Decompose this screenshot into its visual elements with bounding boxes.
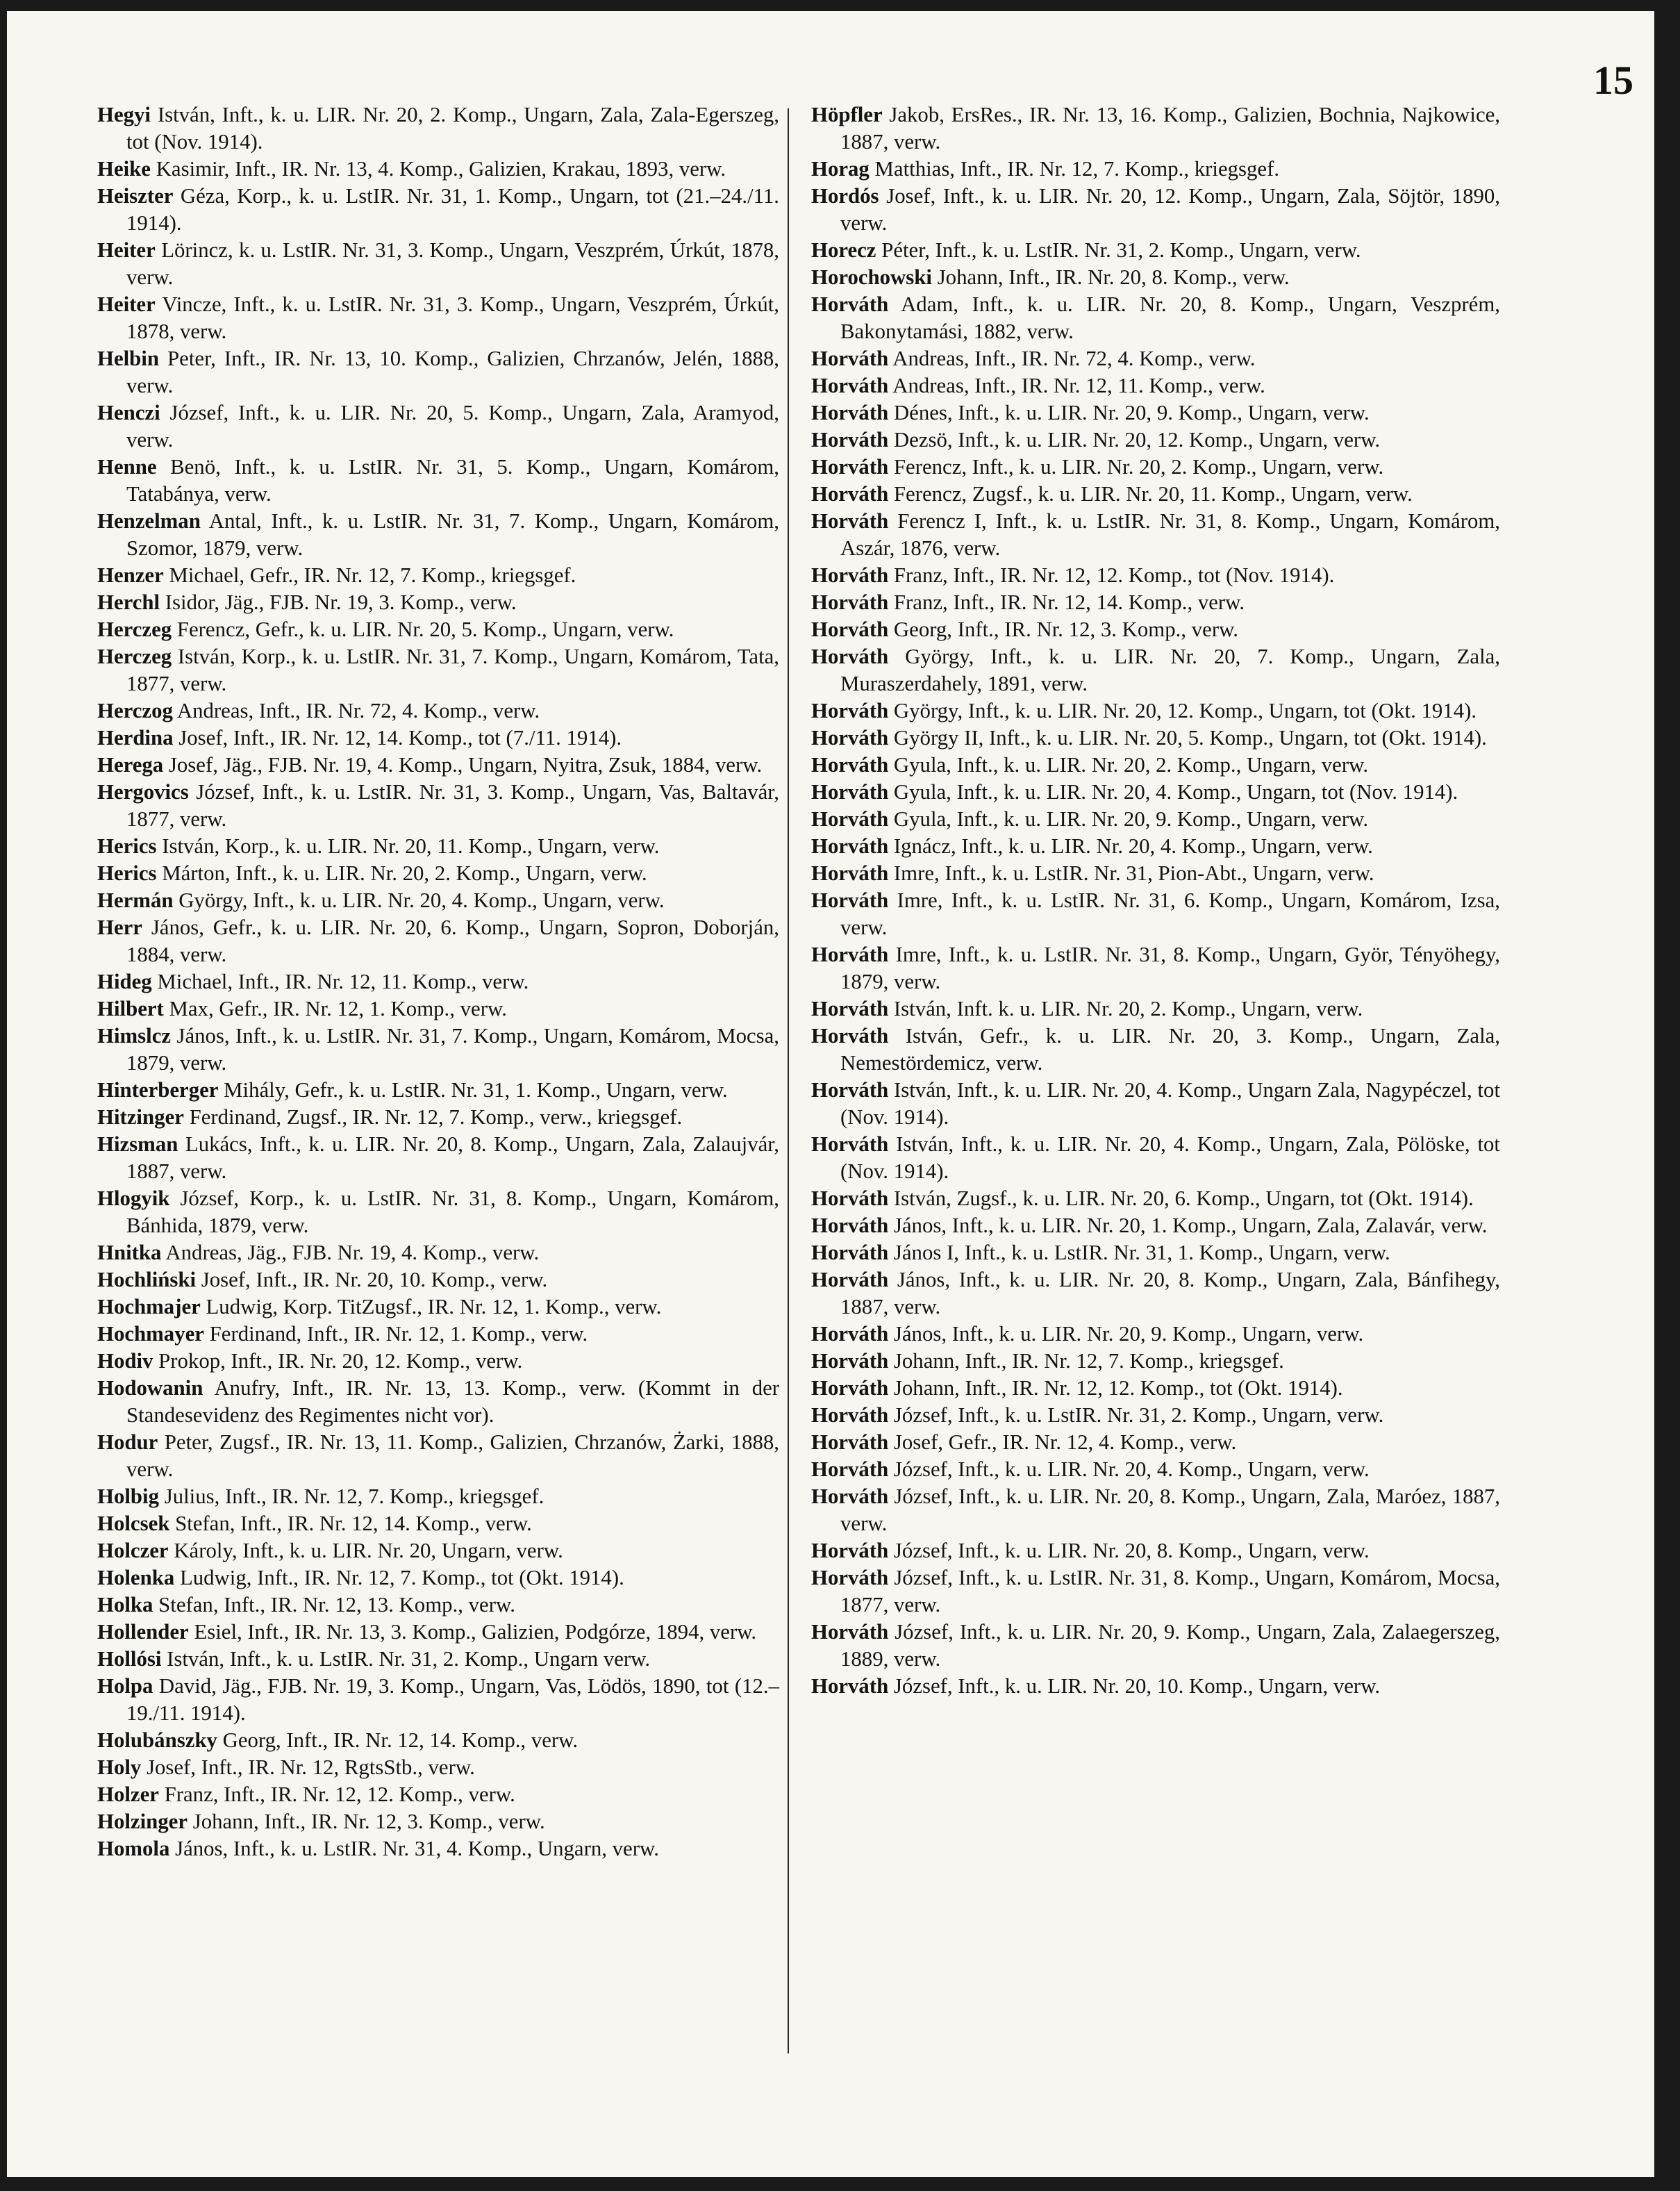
list-item	[811, 399, 1500, 427]
entry-surname: Horváth	[811, 888, 889, 912]
list-item	[97, 1537, 779, 1564]
entry-surname: Horváth	[811, 726, 889, 750]
entry-surname: Holenka	[97, 1566, 175, 1589]
right-column	[811, 101, 1500, 1700]
entry-details: István, Inft., k. u. LIR. Nr. 20, 4. Komp., Ungarn, Zala, Pölöske, tot (Nov. 1914).	[840, 1132, 1500, 1183]
list-item	[97, 995, 779, 1023]
entry-details: Isidor, Jäg., FJB. Nr. 19, 3. Komp., verw.	[165, 590, 517, 614]
entry-details: Imre, Inft., k. u. LstIR. Nr. 31, 6. Komp., Ungarn, Komárom, Izsa, verw.	[840, 888, 1500, 939]
entry-surname: Horochowski	[811, 265, 932, 289]
list-item	[811, 1348, 1500, 1375]
list-item	[97, 1348, 779, 1375]
entry-surname: Herics	[97, 861, 157, 885]
entry-surname: Horváth	[811, 780, 889, 804]
list-item	[97, 1808, 779, 1835]
entry-surname: Hilbert	[97, 997, 164, 1020]
list-item	[97, 1023, 779, 1077]
entry-details: János, Inft., k. u. LIR. Nr. 20, 1. Komp., Ungarn, Zala, Zalavár, verw.	[893, 1214, 1488, 1237]
entry-surname: Horváth	[811, 401, 889, 424]
list-item	[97, 643, 779, 697]
list-item	[811, 941, 1500, 995]
entry-details: József, Inft., k. u. LIR. Nr. 20, 5. Komp., Ungarn, Zala, Aramyod, verw.	[126, 401, 779, 452]
left-column	[97, 101, 779, 1862]
entry-surname: Horváth	[811, 618, 889, 641]
list-item	[97, 562, 779, 589]
entry-details: József, Inft., k. u. LstIR. Nr. 31, 2. Komp., Ungarn, verw.	[893, 1403, 1384, 1427]
list-item	[97, 752, 779, 779]
column-divider	[788, 108, 789, 2053]
entry-surname: Herr	[97, 916, 142, 939]
entry-surname: Horváth	[811, 347, 889, 370]
entry-surname: Heiter	[97, 292, 156, 316]
entry-details: Stefan, Inft., IR. Nr. 12, 13. Komp., verw.	[158, 1593, 515, 1617]
list-item	[97, 1321, 779, 1348]
list-item	[811, 1239, 1500, 1266]
entry-details: Ferencz, Gefr., k. u. LIR. Nr. 20, 5. Komp., Ungarn, verw.	[176, 618, 674, 641]
entry-surname: Hinterberger	[97, 1078, 219, 1102]
entry-surname: Hollender	[97, 1620, 189, 1644]
entry-surname: Horváth	[811, 1430, 889, 1454]
entry-surname: Holczer	[97, 1539, 169, 1562]
list-item	[811, 725, 1500, 752]
list-item	[97, 1510, 779, 1537]
entry-details: József, Inft., k. u. LstIR. Nr. 31, 3. Komp., Ungarn, Vas, Baltavár, 1877, verw.	[126, 780, 779, 831]
entry-details: David, Jäg., FJB. Nr. 19, 3. Komp., Ungarn, Vas, Lödös, 1890, tot (12.–19./11. 1914).	[126, 1674, 780, 1725]
entry-surname: Horváth	[811, 1241, 889, 1264]
entry-surname: Horecz	[811, 238, 876, 262]
entry-surname: Horváth	[811, 482, 889, 506]
entry-details: József, Inft., k. u. LstIR. Nr. 31, 8. Komp., Ungarn, Komárom, Mocsa, 1877, verw.	[840, 1566, 1500, 1617]
entry-surname: Horváth	[811, 1132, 889, 1156]
entry-surname: Holbig	[97, 1485, 159, 1508]
entry-details: Prokop, Inft., IR. Nr. 20, 12. Komp., verw.	[158, 1349, 523, 1373]
entry-surname: Hochliński	[97, 1268, 197, 1291]
entry-surname: Horváth	[811, 645, 889, 668]
list-item	[97, 1835, 779, 1862]
entry-surname: Hochmayer	[97, 1322, 204, 1346]
entry-details: Andreas, Inft., IR. Nr. 12, 11. Komp., verw.	[892, 374, 1265, 397]
entry-surname: Herczeg	[97, 618, 172, 641]
list-item	[811, 860, 1500, 887]
entry-surname: Herczog	[97, 699, 173, 722]
entry-details: Benö, Inft., k. u. LstIR. Nr. 31, 5. Komp., Ungarn, Komárom, Tatabánya, verw.	[126, 455, 779, 506]
entry-details: János, Gefr., k. u. LIR. Nr. 20, 6. Komp., Ungarn, Sopron, Doborján, 1884, verw.	[126, 916, 779, 966]
entry-details: Franz, Inft., IR. Nr. 12, 14. Komp., verw.	[893, 590, 1245, 614]
entry-details: Gyula, Inft., k. u. LIR. Nr. 20, 2. Komp., Ungarn, verw.	[893, 753, 1369, 777]
list-item	[811, 1185, 1500, 1212]
list-item	[97, 1077, 779, 1104]
list-item	[97, 616, 779, 643]
entry-details: Georg, Inft., IR. Nr. 12, 3. Komp., verw.	[893, 618, 1239, 641]
list-item	[97, 1104, 779, 1131]
entry-surname: Horváth	[811, 807, 889, 831]
entry-details: Antal, Inft., k. u. LstIR. Nr. 31, 7. Komp., Ungarn, Komárom, Szomor, 1879, verw.	[126, 509, 780, 560]
entry-details: János, Inft., k. u. LstIR. Nr. 31, 7. Komp., Ungarn, Komárom, Mocsa, 1879, verw.	[126, 1024, 779, 1075]
list-item	[97, 1646, 779, 1673]
entry-surname: Hordós	[811, 184, 879, 208]
entry-details: Michael, Inft., IR. Nr. 12, 11. Komp., verw.	[157, 970, 529, 993]
entry-details: Ferencz, Inft., k. u. LIR. Nr. 20, 2. Komp., Ungarn, verw.	[893, 455, 1384, 479]
list-item	[97, 968, 779, 995]
entry-details: Andreas, Inft., IR. Nr. 72, 4. Komp., verw.	[892, 347, 1256, 370]
entry-surname: Hideg	[97, 970, 152, 993]
entry-details: János I, Inft., k. u. LstIR. Nr. 31, 1. Komp., Ungarn, verw.	[893, 1241, 1390, 1264]
entry-details: Lukács, Inft., k. u. LIR. Nr. 20, 8. Komp., Ungarn, Zala, Zalaujvár, 1887, verw.	[126, 1132, 780, 1183]
entry-surname: Horváth	[811, 1674, 889, 1698]
list-item	[97, 101, 779, 156]
list-item	[811, 1131, 1500, 1185]
list-item	[97, 183, 779, 237]
entry-details: Péter, Inft., k. u. LstIR. Nr. 31, 2. Komp., Ungarn, verw.	[881, 238, 1361, 262]
list-item	[97, 833, 779, 860]
list-item	[811, 806, 1500, 833]
entry-surname: Himslcz	[97, 1024, 172, 1048]
entry-details: Ferencz, Zugsf., k. u. LIR. Nr. 20, 11. Komp., Ungarn, verw.	[893, 482, 1413, 506]
entry-details: József, Inft., k. u. LIR. Nr. 20, 8. Komp., Ungarn, verw.	[893, 1539, 1370, 1562]
entry-details: István, Inft. k. u. LIR. Nr. 20, 2. Komp., Ungarn, verw.	[893, 997, 1363, 1020]
entry-details: Michael, Gefr., IR. Nr. 12, 7. Komp., kriegsgef.	[169, 563, 576, 587]
entry-surname: Horváth	[811, 374, 889, 397]
entry-details: Márton, Inft., k. u. LIR. Nr. 20, 2. Komp., Ungarn, verw.	[162, 861, 647, 885]
entry-details: György, Inft., k. u. LIR. Nr. 20, 12. Komp., Ungarn, tot (Okt. 1914).	[893, 699, 1477, 722]
entry-details: József, Korp., k. u. LstIR. Nr. 31, 8. Komp., Ungarn, Komárom, Bánhida, 1879, verw.	[126, 1187, 779, 1237]
entry-details: János, Inft., k. u. LIR. Nr. 20, 9. Komp., Ungarn, verw.	[893, 1322, 1364, 1346]
entry-surname: Hizsman	[97, 1132, 178, 1156]
entry-details: István, Gefr., k. u. LIR. Nr. 20, 3. Komp., Ungarn, Zala, Nemestördemicz, verw.	[840, 1024, 1500, 1075]
entry-details: Georg, Inft., IR. Nr. 12, 14. Komp., verw.	[222, 1728, 579, 1752]
entry-surname: Horváth	[811, 699, 889, 722]
entry-surname: Holzer	[97, 1783, 159, 1806]
list-item	[97, 914, 779, 968]
entry-surname: Heiter	[97, 238, 156, 262]
entry-details: Ferencz I, Inft., k. u. LstIR. Nr. 31, 8. Komp., Ungarn, Komárom, Aszár, 1876, verw.	[840, 509, 1500, 560]
entry-details: Peter, Zugsf., IR. Nr. 13, 11. Komp., Galizien, Chrzanów, Żarki, 1888, verw.	[126, 1430, 780, 1481]
entry-surname: Hnitka	[97, 1241, 162, 1264]
entry-surname: Hergovics	[97, 780, 189, 804]
entry-details: Ferdinand, Inft., IR. Nr. 12, 1. Komp., verw.	[209, 1322, 588, 1346]
entry-surname: Horváth	[811, 1268, 889, 1291]
entry-details: Johann, Inft., IR. Nr. 12, 7. Komp., kriegsgef.	[893, 1349, 1284, 1373]
entry-details: Ludwig, Korp. TitZugsf., IR. Nr. 12, 1. Komp., verw.	[206, 1295, 662, 1318]
entry-surname: Hodur	[97, 1430, 158, 1454]
list-item	[97, 1564, 779, 1591]
list-item	[811, 237, 1500, 264]
list-item	[811, 264, 1500, 291]
entry-details: István, Korp., k. u. LIR. Nr. 20, 11. Komp., Ungarn, verw.	[162, 834, 660, 858]
list-item	[811, 1673, 1500, 1700]
entry-details: István, Inft., k. u. LstIR. Nr. 31, 2. Komp., Ungarn verw.	[167, 1647, 651, 1671]
entry-surname: Hochmajer	[97, 1295, 201, 1318]
entry-details: György II, Inft., k. u. LIR. Nr. 20, 5. Komp., Ungarn, tot (Okt. 1914).	[893, 726, 1487, 750]
entry-surname: Hlogyik	[97, 1187, 170, 1210]
entry-details: Josef, Inft., IR. Nr. 20, 10. Komp., verw.	[201, 1268, 548, 1291]
list-item	[811, 345, 1500, 372]
list-item	[811, 1619, 1500, 1673]
list-item	[811, 1429, 1500, 1456]
entry-surname: Horváth	[811, 1214, 889, 1237]
document-page	[7, 11, 1654, 2177]
list-item	[811, 616, 1500, 643]
list-item	[97, 725, 779, 752]
list-item	[97, 1266, 779, 1293]
entry-details: Mihály, Gefr., k. u. LstIR. Nr. 31, 1. Komp., Ungarn, verw.	[224, 1078, 728, 1102]
entry-surname: Horváth	[811, 1024, 889, 1048]
entry-details: Dénes, Inft., k. u. LIR. Nr. 20, 9. Komp., Ungarn, verw.	[893, 401, 1370, 424]
entry-details: Peter, Inft., IR. Nr. 13, 10. Komp., Galizien, Chrzanów, Jelén, 1888, verw.	[126, 347, 780, 397]
entry-surname: Horváth	[811, 1539, 889, 1562]
list-item	[811, 156, 1500, 183]
list-item	[97, 1781, 779, 1808]
entry-details: József, Inft., k. u. LIR. Nr. 20, 9. Komp., Ungarn, Zala, Zalaegerszeg, 1889, verw.	[840, 1620, 1500, 1671]
list-item	[97, 589, 779, 616]
list-item	[97, 1727, 779, 1754]
list-item	[811, 508, 1500, 562]
entry-details: Andreas, Jäg., FJB. Nr. 19, 4. Komp., verw.	[165, 1241, 540, 1264]
entry-details: Josef, Inft., k. u. LIR. Nr. 20, 12. Komp., Ungarn, Zala, Söjtör, 1890, verw.	[840, 184, 1500, 235]
entry-surname: Horváth	[811, 1403, 889, 1427]
entry-surname: Herics	[97, 834, 157, 858]
list-item	[97, 1131, 779, 1185]
list-item	[97, 1754, 779, 1781]
entry-surname: Herdina	[97, 726, 174, 750]
entry-surname: Holka	[97, 1593, 153, 1617]
entry-details: István, Inft., k. u. LIR. Nr. 20, 2. Komp., Ungarn, Zala, Zala-Egerszeg, tot (Nov. 1914).	[126, 103, 779, 154]
entry-details: János, Inft., k. u. LIR. Nr. 20, 8. Komp., Ungarn, Zala, Bánfihegy, 1887, verw.	[840, 1268, 1501, 1318]
entry-surname: Horváth	[811, 1078, 889, 1102]
entry-surname: Hegyi	[97, 103, 151, 126]
entry-surname: Horváth	[811, 1376, 889, 1400]
entry-details: Josef, Inft., IR. Nr. 12, RgtsStb., verw.	[147, 1755, 475, 1779]
entry-details: Jakob, ErsRes., IR. Nr. 13, 16. Komp., Galizien, Bochnia, Najkowice, 1887, verw.	[840, 103, 1500, 154]
entry-surname: Horváth	[811, 563, 889, 587]
entry-surname: Heiszter	[97, 184, 174, 208]
entry-details: Andreas, Inft., IR. Nr. 72, 4. Komp., verw.	[176, 699, 540, 722]
entry-details: Max, Gefr., IR. Nr. 12, 1. Komp., verw.	[169, 997, 507, 1020]
list-item	[811, 562, 1500, 589]
entry-surname: Herczeg	[97, 645, 172, 668]
entry-details: Gyula, Inft., k. u. LIR. Nr. 20, 4. Komp., Ungarn, tot (Nov. 1914).	[893, 780, 1458, 804]
list-item	[811, 291, 1500, 345]
entry-surname: Horváth	[811, 1187, 889, 1210]
list-item	[811, 833, 1500, 860]
entry-surname: Holy	[97, 1755, 142, 1779]
entry-surname: Hollósi	[97, 1647, 162, 1671]
entry-surname: Hodiv	[97, 1349, 153, 1373]
list-item	[811, 1402, 1500, 1429]
list-item	[97, 887, 779, 914]
list-item	[97, 1185, 779, 1239]
list-item	[97, 1239, 779, 1266]
entry-surname: Hodowanin	[97, 1376, 203, 1400]
list-item	[811, 1564, 1500, 1619]
list-item	[811, 1077, 1500, 1131]
list-item	[811, 589, 1500, 616]
entry-surname: Holubánszky	[97, 1728, 217, 1752]
entry-details: György, Inft., k. u. LIR. Nr. 20, 4. Komp., Ungarn, verw.	[178, 888, 665, 912]
entry-surname: Horváth	[811, 1457, 889, 1481]
list-item	[811, 1266, 1500, 1321]
entry-details: Johann, Inft., IR. Nr. 12, 3. Komp., verw.	[192, 1810, 545, 1833]
page-number: 15	[1593, 58, 1633, 103]
entry-surname: Holpa	[97, 1674, 153, 1698]
entry-details: István, Korp., k. u. LstIR. Nr. 31, 7. Komp., Ungarn, Komárom, Tata, 1877, verw.	[126, 645, 780, 695]
list-item	[97, 345, 779, 399]
entry-surname: Horag	[811, 157, 870, 181]
entry-details: György, Inft., k. u. LIR. Nr. 20, 7. Komp., Ungarn, Zala, Muraszerdahely, 1891, verw.	[840, 645, 1500, 695]
list-item	[811, 995, 1500, 1023]
entry-surname: Horváth	[811, 1485, 889, 1508]
list-item	[811, 427, 1500, 454]
entry-details: Imre, Inft., k. u. LstIR. Nr. 31, 8. Komp., Ungarn, Györ, Tényöhegy, 1879, verw.	[840, 943, 1500, 993]
entry-details: Kasimir, Inft., IR. Nr. 13, 4. Komp., Galizien, Krakau, 1893, verw.	[156, 157, 726, 181]
entry-details: János, Inft., k. u. LstIR. Nr. 31, 4. Komp., Ungarn, verw.	[175, 1837, 659, 1860]
entry-details: Ludwig, Inft., IR. Nr. 12, 7. Komp., tot (Okt. 1914).	[179, 1566, 624, 1589]
entry-surname: Höpfler	[811, 103, 883, 126]
list-item	[811, 1483, 1500, 1537]
entry-surname: Horváth	[811, 590, 889, 614]
entry-surname: Horváth	[811, 509, 889, 533]
entry-surname: Henne	[97, 455, 157, 479]
entry-details: József, Inft., k. u. LIR. Nr. 20, 4. Komp., Ungarn, verw.	[893, 1457, 1370, 1481]
list-item	[811, 454, 1500, 481]
entry-surname: Horváth	[811, 428, 889, 452]
entry-details: Esiel, Inft., IR. Nr. 13, 3. Komp., Galizien, Podgórze, 1894, verw.	[194, 1620, 757, 1644]
list-item	[811, 1375, 1500, 1402]
entry-details: Julius, Inft., IR. Nr. 12, 7. Komp., kriegsgef.	[164, 1485, 544, 1508]
entry-surname: Heike	[97, 157, 151, 181]
entry-details: Josef, Jäg., FJB. Nr. 19, 4. Komp., Ungarn, Nyitra, Zsuk, 1884, verw.	[168, 753, 763, 777]
entry-surname: Horváth	[811, 1322, 889, 1346]
list-item	[97, 1483, 779, 1510]
list-item	[97, 860, 779, 887]
entry-surname: Helbin	[97, 347, 159, 370]
entry-details: Franz, Inft., IR. Nr. 12, 12. Komp., verw.	[164, 1783, 515, 1806]
list-item	[811, 183, 1500, 237]
entry-surname: Horváth	[811, 1620, 889, 1644]
entry-details: Károly, Inft., k. u. LIR. Nr. 20, Ungarn, verw.	[174, 1539, 563, 1562]
list-item	[97, 156, 779, 183]
list-item	[811, 779, 1500, 806]
entry-surname: Horváth	[811, 861, 889, 885]
entry-details: István, Inft., k. u. LIR. Nr. 20, 4. Komp., Ungarn Zala, Nagypéczel, tot (Nov. 1914).	[840, 1078, 1501, 1129]
list-item	[97, 1591, 779, 1619]
entry-details: Ferdinand, Zugsf., IR. Nr. 12, 7. Komp., verw., kriegsgef.	[189, 1105, 683, 1129]
list-item	[811, 697, 1500, 725]
entry-details: Franz, Inft., IR. Nr. 12, 12. Komp., tot (Nov. 1914).	[893, 563, 1335, 587]
entry-details: Johann, Inft., IR. Nr. 12, 12. Komp., tot (Okt. 1914).	[893, 1376, 1343, 1400]
list-item	[811, 643, 1500, 697]
entry-details: Géza, Korp., k. u. LstIR. Nr. 31, 1. Komp., Ungarn, tot (21.–24./11. 1914).	[126, 184, 780, 235]
entry-details: Johann, Inft., IR. Nr. 20, 8. Komp., verw.	[937, 265, 1290, 289]
entry-surname: Holzinger	[97, 1810, 188, 1833]
list-item	[811, 1537, 1500, 1564]
entry-details: Josef, Inft., IR. Nr. 12, 14. Komp., tot (7./11. 1914).	[178, 726, 622, 750]
list-item	[97, 779, 779, 833]
entry-surname: Horváth	[811, 455, 889, 479]
entry-details: Stefan, Inft., IR. Nr. 12, 14. Komp., verw.	[175, 1512, 532, 1535]
entry-details: Ignácz, Inft., k. u. LIR. Nr. 20, 4. Komp., Ungarn, verw.	[893, 834, 1373, 858]
list-item	[97, 508, 779, 562]
list-item	[97, 1375, 779, 1429]
entry-surname: Henzelman	[97, 509, 201, 533]
entry-details: Josef, Gefr., IR. Nr. 12, 4. Komp., verw.	[893, 1430, 1237, 1454]
entry-details: Matthias, Inft., IR. Nr. 12, 7. Komp., kriegsgef.	[874, 157, 1280, 181]
entry-details: István, Zugsf., k. u. LIR. Nr. 20, 6. Komp., Ungarn, tot (Okt. 1914).	[893, 1187, 1474, 1210]
list-item	[97, 291, 779, 345]
entry-details: Lörincz, k. u. LstIR. Nr. 31, 3. Komp., Ungarn, Veszprém, Úrkút, 1878, verw.	[126, 238, 779, 289]
entry-surname: Henzer	[97, 563, 164, 587]
entry-details: József, Inft., k. u. LIR. Nr. 20, 8. Komp., Ungarn, Zala, Maróez, 1887, verw.	[840, 1485, 1500, 1535]
entry-surname: Horváth	[811, 943, 889, 966]
entry-details: Vincze, Inft., k. u. LstIR. Nr. 31, 3. Komp., Ungarn, Veszprém, Úrkút, 1878, verw.	[126, 292, 779, 343]
entry-surname: Horváth	[811, 1566, 889, 1589]
entry-surname: Holcsek	[97, 1512, 170, 1535]
list-item	[97, 1619, 779, 1646]
list-item	[811, 1212, 1500, 1239]
list-item	[811, 887, 1500, 941]
entry-surname: Horváth	[811, 997, 889, 1020]
list-item	[97, 1293, 779, 1321]
entry-surname: Herchl	[97, 590, 160, 614]
list-item	[97, 399, 779, 454]
entry-details: József, Inft., k. u. LIR. Nr. 20, 10. Komp., Ungarn, verw.	[893, 1674, 1381, 1698]
entry-details: Anufry, Inft., IR. Nr. 13, 13. Komp., verw. (Kommt in der Standesevidenz des Regimentes nicht vor).	[126, 1376, 780, 1427]
entry-surname: Henczi	[97, 401, 160, 424]
entry-surname: Hitzinger	[97, 1105, 184, 1129]
entry-surname: Horváth	[811, 834, 889, 858]
list-item	[97, 1429, 779, 1483]
entry-surname: Horváth	[811, 753, 889, 777]
list-item	[97, 697, 779, 725]
list-item	[811, 752, 1500, 779]
entry-surname: Homola	[97, 1837, 170, 1860]
list-item	[811, 481, 1500, 508]
list-item	[811, 1456, 1500, 1483]
list-item	[97, 454, 779, 508]
list-item	[811, 372, 1500, 399]
entry-surname: Hermán	[97, 888, 174, 912]
entry-surname: Horváth	[811, 292, 889, 316]
list-item	[97, 237, 779, 291]
entry-details: Adam, Inft., k. u. LIR. Nr. 20, 8. Komp., Ungarn, Veszprém, Bakonytamási, 1882, verw.	[840, 292, 1501, 343]
list-item	[811, 101, 1500, 156]
list-item	[97, 1673, 779, 1727]
entry-details: Gyula, Inft., k. u. LIR. Nr. 20, 9. Komp., Ungarn, verw.	[893, 807, 1369, 831]
entry-surname: Herega	[97, 753, 164, 777]
entry-details: Imre, Inft., k. u. LstIR. Nr. 31, Pion-Abt., Ungarn, verw.	[893, 861, 1374, 885]
list-item	[811, 1321, 1500, 1348]
entry-surname: Horváth	[811, 1349, 889, 1373]
list-item	[811, 1023, 1500, 1077]
entry-details: Dezsö, Inft., k. u. LIR. Nr. 20, 12. Komp., Ungarn, verw.	[893, 428, 1381, 452]
